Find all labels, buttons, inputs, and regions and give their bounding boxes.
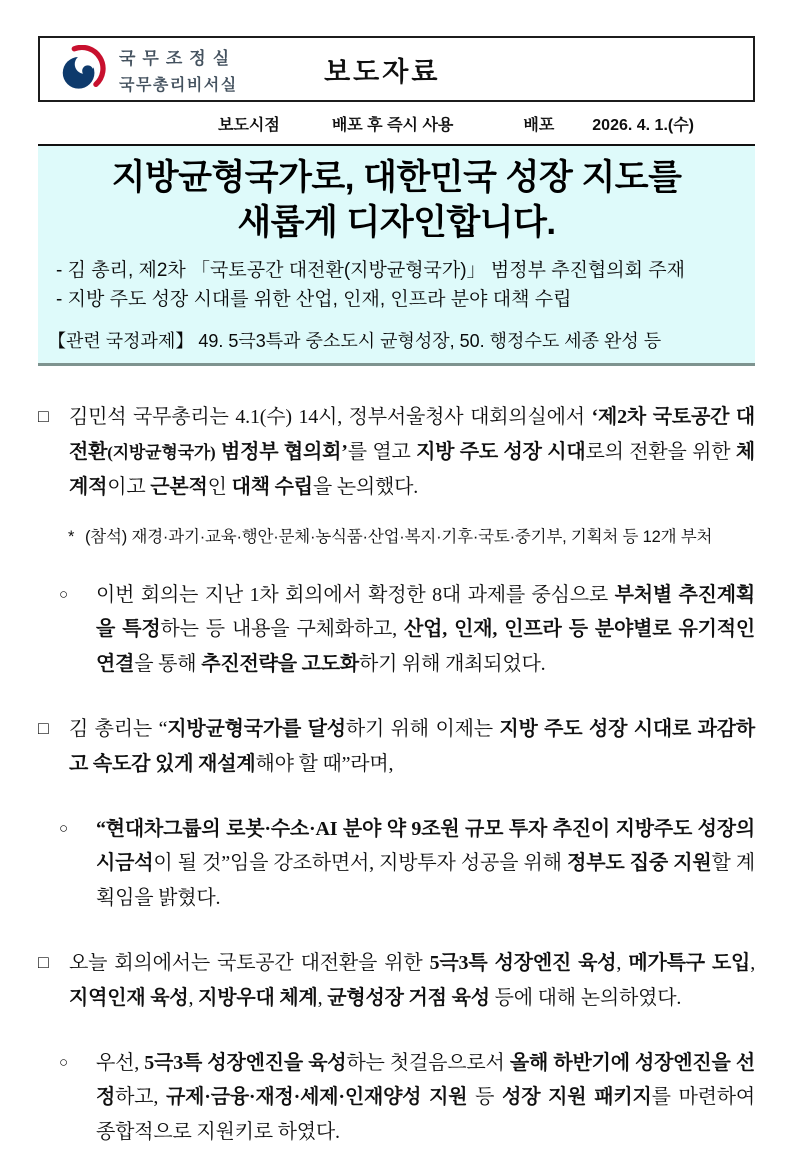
paragraph-marker: □ (38, 951, 49, 972)
title-bullet: - 지방 주도 성장 시대를 위한 산업, 인재, 인프라 분야 대책 수립 (56, 289, 572, 311)
main-title-line2: 새롭게 디자인합니다. (237, 202, 556, 242)
body-paragraph (38, 712, 755, 782)
paragraph-text: 이번 회의는 지난 1차 회의에서 확정한 8대 과제를 중심으로 부처별 추진계획을 특정하는 등 내용을 구체화하고, 산업, 인재, 인프라 등 분야별로 유기적인 연결을 통해 추진전략을 고도화하기 위해 개최되었다. (96, 583, 755, 676)
paragraph-text: “현대차그룹의 로봇·수소·AI 분야 약 9조원 규모 투자 추진이 지방주도 성장의 시금석이 될 것”임을 강조하면서, 지방투자 성공을 위해 정부도 집중 지원할 계획임을 밝혔다. (96, 817, 756, 910)
paragraph-text: 김 총리는 “지방균형국가를 달성하기 위해 이제는 지방 주도 성장 시대로 과감하고 속도감 있게 재설계해야 할 때”라며, (69, 718, 755, 775)
body-paragraph (38, 946, 755, 1016)
body-paragraphs (38, 400, 755, 1150)
footnote-paragraph (68, 525, 755, 550)
release-time-label: 보도시점 (218, 116, 280, 134)
gov-emblem-icon (54, 45, 108, 93)
doc-type-title: 보도자료 (324, 56, 441, 87)
paragraph-marker: ○ (59, 1054, 68, 1071)
release-time-value: 배포 후 즉시 사용 (331, 116, 454, 134)
release-info-row (38, 102, 755, 144)
body-paragraph (59, 578, 755, 682)
org-name-secondary: 국무총리비서실 (119, 76, 238, 94)
related-tasks-line: 【관련 국정과제】 49. 5극3특과 중소도시 균형성장, 50. 행정수도 세종 완성 등 (48, 331, 662, 352)
distribution-date: 2026. 4. 1.(수) (592, 116, 695, 134)
body-paragraph (59, 812, 755, 916)
distribution-label: 배포 (523, 116, 555, 134)
main-title (46, 156, 747, 246)
paragraph-marker: □ (38, 718, 49, 738)
gov-logo (54, 44, 238, 95)
paragraph-marker: □ (38, 406, 49, 427)
body-paragraph (38, 400, 755, 504)
main-title-line1: 지방균형국가로, 대한민국 성장 지도를 (111, 158, 682, 197)
org-names (119, 44, 238, 95)
body-paragraph (59, 1046, 755, 1150)
title-box (38, 144, 755, 366)
header-box (38, 36, 755, 102)
paragraph-text: 우선, 5극3특 성장엔진을 육성하는 첫걸음으로서 올해 하반기에 성장엔진을 선정하고, 규제·금융·재정·세제·인재양성 지원 등 성장 지원 패키지를 마련하여 종합적으로 지원키로 하였다. (96, 1051, 756, 1144)
paragraph-marker: ○ (59, 820, 68, 837)
paragraph-text: 김민석 국무총리는 4.1(수) 14시, 정부서울청사 대회의실에서 ‘제2차 국토공간 대전환(지방균형국가) 범정부 협의회’를 열고 지방 주도 성장 시대로의 전환을 위한 체계적이고 근본적인 대책 수립을 논의했다. (69, 406, 755, 499)
title-bullet: - 김 총리, 제2차 「국토공간 대전환(지방균형국가)」 범정부 추진협의회 주재 (56, 259, 685, 281)
paragraph-text: 오늘 회의에서는 국토공간 대전환을 위한 5극3특 성장엔진 육성, 메가특구 도입, 지역인재 육성, 지방우대 체계, 균형성장 거점 육성 등에 대해 논의하였다. (69, 951, 755, 1009)
paragraph-marker: * (68, 527, 75, 546)
paragraph-marker: ○ (59, 586, 68, 603)
org-name-primary: 국무조정실 (119, 48, 237, 68)
title-box-bullets (46, 256, 747, 315)
paragraph-text: (참석) 재경·과기·교육·행안·문체·농식품·산업·복지·기후·국토·중기부, 기획처 등 12개 부처 (85, 527, 713, 546)
